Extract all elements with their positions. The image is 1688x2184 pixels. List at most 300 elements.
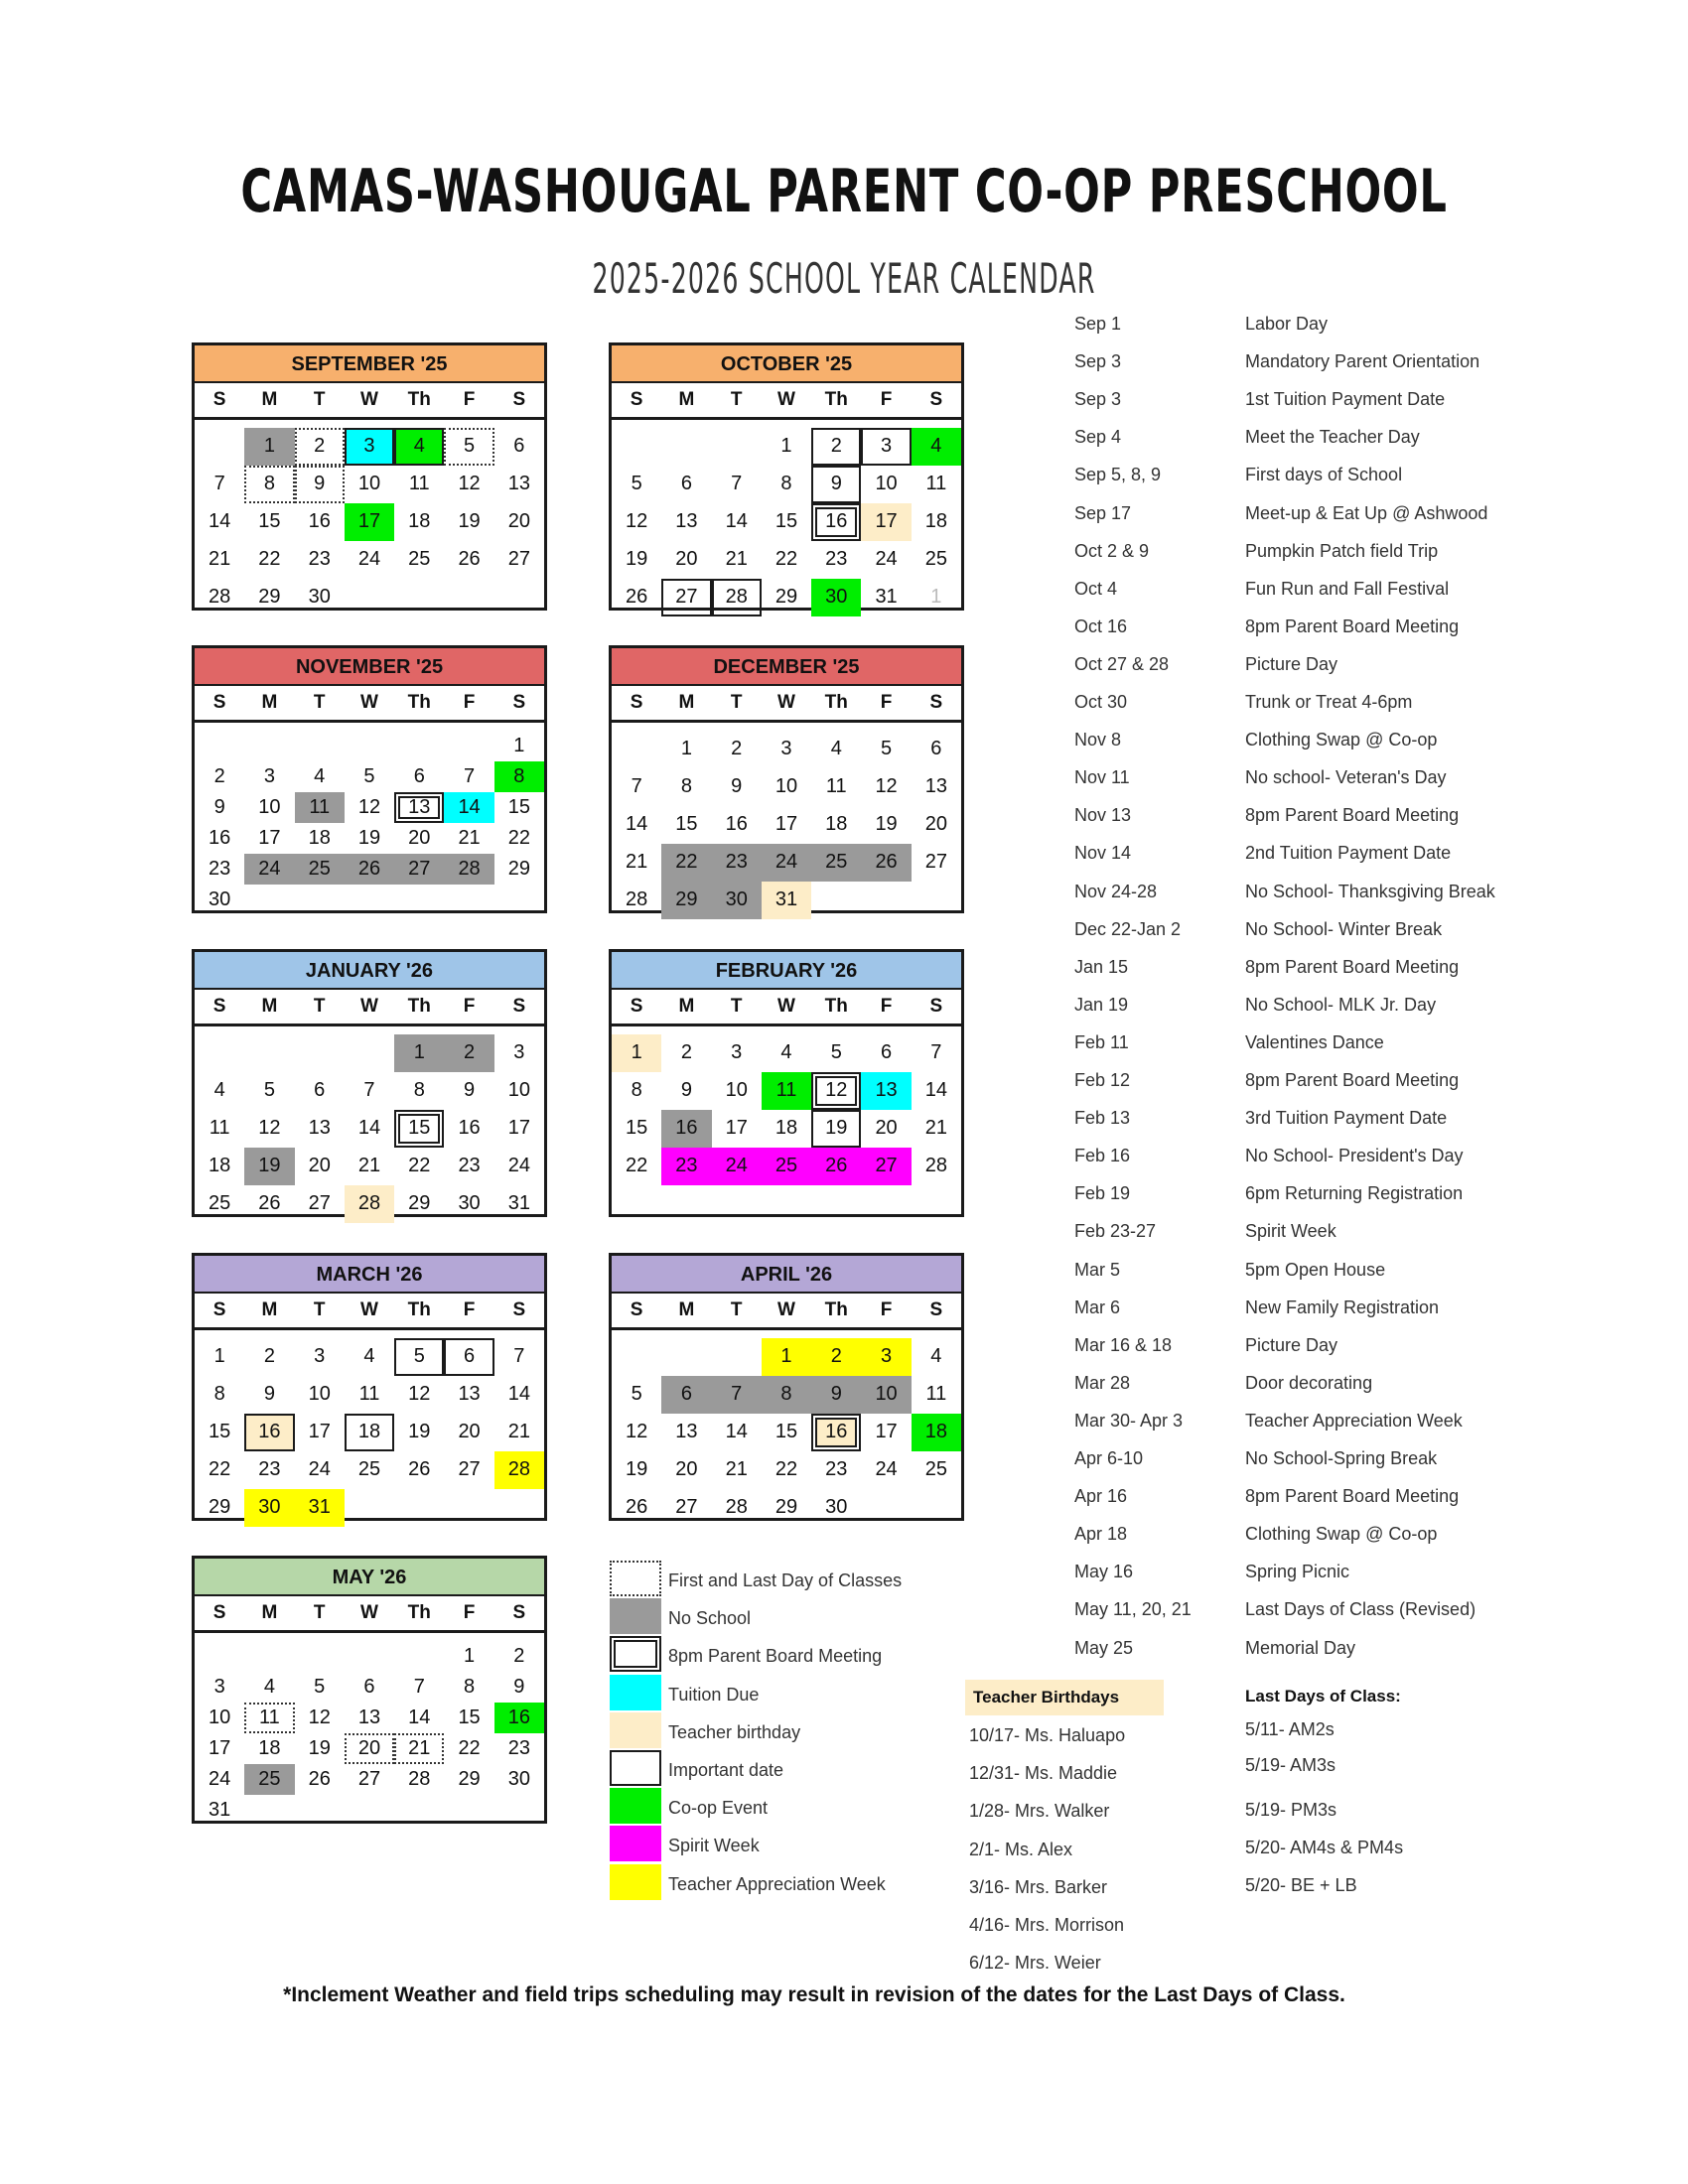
day-cell[interactable]: 19 xyxy=(626,548,648,570)
day-cell[interactable]: 24 xyxy=(244,854,294,885)
day-cell[interactable]: 8 xyxy=(213,1383,225,1405)
day-cell[interactable]: 9 xyxy=(464,1079,476,1101)
day-cell[interactable]: 10 xyxy=(875,473,898,494)
day-cell[interactable]: 27 xyxy=(861,1148,911,1185)
day-cell[interactable]: 25 xyxy=(762,1148,811,1185)
day-cell[interactable]: 13 xyxy=(357,1706,381,1728)
day-cell[interactable]: 18 xyxy=(308,827,331,849)
day-cell[interactable]: 14 xyxy=(209,510,231,532)
page-title: CAMAS-WASHOUGAL PARENT CO-OP PRESCHOOL xyxy=(240,157,1448,226)
day-cell[interactable]: 20 xyxy=(924,813,947,835)
day-cell[interactable]: 5 xyxy=(830,1041,842,1063)
day-cell[interactable]: 16 xyxy=(725,813,748,835)
day-cell[interactable]: 10 xyxy=(357,473,381,494)
day-cell[interactable]: 16 xyxy=(811,503,861,541)
day-cell[interactable]: 5 xyxy=(444,428,493,466)
day-cell[interactable]: 28 xyxy=(209,586,231,608)
day-cell[interactable]: 17 xyxy=(861,503,911,541)
day-cell[interactable]: 12 xyxy=(357,796,381,818)
day-cell[interactable]: 22 xyxy=(408,1155,431,1176)
day-cell[interactable]: 3 xyxy=(263,765,275,787)
day-cell[interactable]: 3 xyxy=(861,1338,911,1376)
day-cell[interactable]: 29 xyxy=(507,858,530,880)
day-cell[interactable]: 11 xyxy=(209,1117,230,1139)
day-cell[interactable]: 21 xyxy=(458,827,481,849)
day-cell[interactable]: 25 xyxy=(209,1192,231,1214)
weekday-label: T xyxy=(730,692,743,713)
day-cell[interactable]: 5 xyxy=(631,473,642,494)
day-cell[interactable]: 30 xyxy=(458,1192,481,1214)
day-cell[interactable]: 8 xyxy=(780,473,792,494)
birthday-item: 4/16- Mrs. Morrison xyxy=(969,1915,1125,1935)
day-cell[interactable]: 18 xyxy=(924,510,947,532)
day-cell[interactable]: 22 xyxy=(458,1737,481,1759)
day-cell[interactable]: 15 xyxy=(209,1421,231,1442)
day-cell[interactable]: 1 xyxy=(612,1034,661,1072)
day-cell[interactable]: 8 xyxy=(464,1676,476,1698)
month-header: MARCH '26 xyxy=(195,1256,544,1294)
day-cell[interactable]: 22 xyxy=(774,1458,798,1480)
day-cell[interactable]: 17 xyxy=(258,827,281,849)
day-cell[interactable]: 25 xyxy=(357,1458,381,1480)
day-cell[interactable]: 15 xyxy=(507,796,530,818)
empty-cell xyxy=(612,731,661,768)
day-cell[interactable]: 19 xyxy=(626,1458,648,1480)
day-cell[interactable]: 6 xyxy=(363,1676,375,1698)
day-cell[interactable]: 26 xyxy=(626,586,648,608)
day-cell[interactable]: 16 xyxy=(209,827,231,849)
day-cell[interactable]: 6 xyxy=(661,1376,711,1414)
day-cell[interactable]: 28 xyxy=(924,1155,947,1176)
day-cell[interactable]: 11 xyxy=(825,775,847,797)
day-cell[interactable]: 7 xyxy=(363,1079,375,1101)
day-cell[interactable]: 29 xyxy=(774,1496,798,1518)
weekday-label: S xyxy=(212,996,226,1017)
day-cell[interactable]: 24 xyxy=(357,548,381,570)
day-cell[interactable]: 13 xyxy=(308,1117,331,1139)
day-cell[interactable]: 1 xyxy=(394,1034,444,1072)
day-cell[interactable]: 15 xyxy=(626,1117,648,1139)
day-cell[interactable]: 16 xyxy=(494,1703,544,1733)
day-cell[interactable]: 6 xyxy=(314,1079,326,1101)
day-cell[interactable]: 23 xyxy=(258,1458,281,1480)
day-cell[interactable]: 19 xyxy=(357,827,381,849)
day-cell[interactable]: 21 xyxy=(924,1117,947,1139)
day-cell[interactable]: 2 xyxy=(444,1034,493,1072)
day-cell[interactable]: 29 xyxy=(458,1768,481,1790)
day-cell[interactable]: 6 xyxy=(680,473,692,494)
day-cell[interactable]: 21 xyxy=(725,548,748,570)
day-cell[interactable]: 4 xyxy=(830,738,842,759)
day-cell[interactable]: 11 xyxy=(762,1072,811,1110)
empty-cell xyxy=(345,731,394,761)
day-cell[interactable]: 21 xyxy=(209,548,231,570)
day-cell[interactable]: 20 xyxy=(507,510,530,532)
day-cell[interactable]: 13 xyxy=(861,1072,911,1110)
day-cell[interactable]: 27 xyxy=(661,579,711,616)
day-cell[interactable]: 2 xyxy=(811,1338,861,1376)
day-cell[interactable]: 24 xyxy=(875,1458,898,1480)
day-cell[interactable]: 15 xyxy=(258,510,281,532)
day-cell[interactable]: 16 xyxy=(308,510,331,532)
day-cell[interactable]: 14 xyxy=(725,1421,748,1442)
day-cell[interactable]: 18 xyxy=(912,1414,961,1451)
day-cell[interactable]: 31 xyxy=(875,586,898,608)
day-cell[interactable]: 21 xyxy=(394,1733,444,1764)
day-cell[interactable]: 24 xyxy=(875,548,898,570)
day-cell[interactable]: 27 xyxy=(507,548,530,570)
day-cell[interactable]: 12 xyxy=(875,775,898,797)
day-cell[interactable]: 11 xyxy=(408,473,430,494)
day-cell[interactable]: 7 xyxy=(930,1041,942,1063)
day-cell[interactable]: 10 xyxy=(507,1079,530,1101)
day-cell[interactable]: 25 xyxy=(811,844,861,882)
weekday-row xyxy=(195,383,544,420)
birthday-item: 3/16- Mrs. Barker xyxy=(969,1876,1108,1897)
day-cell[interactable]: 30 xyxy=(712,882,762,919)
day-cell[interactable]: 16 xyxy=(458,1117,481,1139)
day-cell[interactable]: 25 xyxy=(244,1764,294,1795)
day-cell[interactable]: 26 xyxy=(811,1148,861,1185)
day-cell[interactable]: 4 xyxy=(314,765,326,787)
day-cell[interactable]: 4 xyxy=(213,1079,225,1101)
day-cell[interactable]: 23 xyxy=(308,548,331,570)
day-cell[interactable]: 7 xyxy=(731,473,743,494)
day-cell[interactable]: 30 xyxy=(244,1489,294,1527)
day-cell[interactable]: 9 xyxy=(680,1079,692,1101)
day-cell[interactable]: 7 xyxy=(513,1345,525,1367)
day-cell[interactable]: 1 xyxy=(213,1345,225,1367)
day-cell[interactable]: 1 xyxy=(464,1645,476,1667)
day-cell[interactable]: 29 xyxy=(661,882,711,919)
day-cell[interactable]: 31 xyxy=(295,1489,345,1527)
day-cell[interactable]: 14 xyxy=(408,1706,431,1728)
day-cell[interactable]: 15 xyxy=(458,1706,481,1728)
day-cell[interactable]: 5 xyxy=(631,1383,642,1405)
day-cell[interactable]: 24 xyxy=(762,844,811,882)
day-cell[interactable]: 28 xyxy=(626,888,648,910)
day-cell[interactable]: 15 xyxy=(675,813,698,835)
day-cell[interactable]: 18 xyxy=(345,1414,394,1451)
day-cell[interactable]: 15 xyxy=(774,510,798,532)
day-cell[interactable]: 4 xyxy=(912,428,961,466)
day-cell[interactable]: 26 xyxy=(626,1496,648,1518)
day-cell[interactable]: 5 xyxy=(363,765,375,787)
day-cell[interactable]: 11 xyxy=(925,473,947,494)
day-cell[interactable]: 20 xyxy=(308,1155,331,1176)
day-cell[interactable]: 8 xyxy=(494,761,544,792)
event-date: Feb 16 xyxy=(1074,1146,1131,1166)
day-cell[interactable]: 26 xyxy=(408,1458,431,1480)
day-cell[interactable]: 12 xyxy=(626,1421,648,1442)
day-cell[interactable]: 9 xyxy=(811,1376,861,1414)
day-cell[interactable]: 4 xyxy=(930,1345,942,1367)
day-cell[interactable]: 9 xyxy=(213,796,225,818)
day-cell[interactable]: 23 xyxy=(825,548,848,570)
day-cell[interactable]: 18 xyxy=(825,813,848,835)
day-cell[interactable]: 14 xyxy=(924,1079,947,1101)
day-cell[interactable]: 25 xyxy=(924,548,947,570)
day-cell[interactable]: 29 xyxy=(258,586,281,608)
day-cell[interactable]: 7 xyxy=(464,765,476,787)
day-cell[interactable]: 20 xyxy=(408,827,431,849)
day-cell[interactable]: 16 xyxy=(811,1414,861,1451)
empty-cell xyxy=(295,731,345,761)
day-cell[interactable]: 26 xyxy=(345,854,394,885)
weekday-label: W xyxy=(360,1299,378,1320)
day-cell[interactable]: 27 xyxy=(924,851,947,873)
day-cell[interactable]: 13 xyxy=(924,775,947,797)
day-cell[interactable]: 10 xyxy=(209,1706,231,1728)
day-cell[interactable]: 3 xyxy=(861,428,911,466)
day-cell[interactable]: 3 xyxy=(345,428,394,466)
day-cell[interactable]: 25 xyxy=(924,1458,947,1480)
day-cell[interactable]: 23 xyxy=(825,1458,848,1480)
day-cell[interactable]: 9 xyxy=(295,466,345,503)
day-cell[interactable]: 23 xyxy=(507,1737,530,1759)
day-cell[interactable]: 3 xyxy=(780,738,792,759)
day-cell[interactable]: 6 xyxy=(444,1338,493,1376)
day-cell[interactable]: 29 xyxy=(209,1496,231,1518)
day-cell[interactable]: 17 xyxy=(875,1421,898,1442)
day-cell[interactable]: 26 xyxy=(258,1192,281,1214)
day-cell[interactable]: 16 xyxy=(244,1414,294,1451)
day-cell[interactable]: 25 xyxy=(295,854,345,885)
day-cell[interactable]: 22 xyxy=(507,827,530,849)
day-cell[interactable]: 22 xyxy=(258,548,281,570)
day-cell[interactable]: 28 xyxy=(494,1451,544,1489)
day-cell[interactable]: 17 xyxy=(774,813,798,835)
day-cell[interactable]: 29 xyxy=(408,1192,431,1214)
day-cell[interactable]: 13 xyxy=(458,1383,481,1405)
day-cell[interactable]: 2 xyxy=(811,428,861,466)
day-cell[interactable]: 30 xyxy=(507,1768,530,1790)
day-cell[interactable]: 27 xyxy=(675,1496,698,1518)
day-cell[interactable]: 21 xyxy=(626,851,648,873)
legend-swatch xyxy=(610,1712,661,1748)
day-cell[interactable]: 16 xyxy=(661,1110,711,1148)
day-cell[interactable]: 5 xyxy=(881,738,893,759)
day-cell[interactable]: 20 xyxy=(675,548,698,570)
empty-cell xyxy=(612,1338,661,1376)
day-cell[interactable]: 31 xyxy=(762,882,811,919)
day-cell[interactable]: 14 xyxy=(626,813,648,835)
day-cell[interactable]: 7 xyxy=(631,775,642,797)
day-cell[interactable]: 17 xyxy=(209,1737,231,1759)
day-cell[interactable]: 18 xyxy=(209,1155,231,1176)
day-cell[interactable]: 11 xyxy=(358,1383,380,1405)
day-cell[interactable]: 2 xyxy=(513,1645,525,1667)
day-cell[interactable]: 7 xyxy=(213,473,225,494)
legend-swatch xyxy=(610,1561,661,1596)
day-cell[interactable]: 4 xyxy=(363,1345,375,1367)
day-cell[interactable]: 22 xyxy=(626,1155,648,1176)
day-cell[interactable]: 24 xyxy=(308,1458,331,1480)
day-cell[interactable]: 18 xyxy=(258,1737,281,1759)
day-cell[interactable]: 3 xyxy=(213,1676,225,1698)
day-cell[interactable]: 15 xyxy=(394,1110,444,1148)
day-cell[interactable]: 28 xyxy=(725,1496,748,1518)
day-cell[interactable]: 4 xyxy=(394,428,444,466)
day-cell[interactable]: 21 xyxy=(725,1458,748,1480)
day-cell[interactable]: 27 xyxy=(308,1192,331,1214)
empty-cell xyxy=(661,1338,711,1376)
day-cell[interactable]: 18 xyxy=(774,1117,798,1139)
event-date: Mar 30- Apr 3 xyxy=(1074,1410,1184,1431)
day-cell[interactable]: 31 xyxy=(209,1799,231,1821)
day-cell[interactable]: 11 xyxy=(244,1703,294,1733)
day-cell[interactable]: 6 xyxy=(513,435,525,457)
day-cell[interactable]: 5 xyxy=(263,1079,275,1101)
day-cell[interactable]: 3 xyxy=(513,1041,525,1063)
day-cell[interactable]: 20 xyxy=(458,1421,481,1442)
day-cell[interactable]: 25 xyxy=(408,548,431,570)
day-cell[interactable]: 6 xyxy=(881,1041,893,1063)
day-cell[interactable]: 11 xyxy=(295,792,345,823)
day-cell[interactable]: 27 xyxy=(394,854,444,885)
day-cell[interactable]: 24 xyxy=(507,1155,530,1176)
day-cell[interactable]: 10 xyxy=(725,1079,748,1101)
day-cell[interactable]: 8 xyxy=(413,1079,425,1101)
day-cell[interactable]: 12 xyxy=(258,1117,281,1139)
day-cell[interactable]: 29 xyxy=(774,586,798,608)
day-cell[interactable]: 11 xyxy=(925,1383,947,1405)
day-cell[interactable]: 17 xyxy=(345,503,394,541)
day-cell[interactable]: 19 xyxy=(244,1148,294,1185)
day-cell[interactable]: 2 xyxy=(295,428,345,466)
day-cell[interactable]: 14 xyxy=(725,510,748,532)
day-cell[interactable]: 28 xyxy=(345,1185,394,1223)
day-cell[interactable]: 18 xyxy=(408,510,431,532)
event-row xyxy=(1074,1146,1670,1183)
day-cell[interactable]: 14 xyxy=(444,792,493,823)
day-cell[interactable]: 8 xyxy=(244,466,294,503)
day-cell[interactable]: 10 xyxy=(774,775,798,797)
day-cell[interactable]: 13 xyxy=(675,1421,698,1442)
day-cell[interactable]: 7 xyxy=(712,1376,762,1414)
day-cell[interactable]: 20 xyxy=(345,1733,394,1764)
day-cell[interactable]: 19 xyxy=(308,1737,331,1759)
day-cell[interactable]: 23 xyxy=(458,1155,481,1176)
day-cell[interactable]: 19 xyxy=(875,813,898,835)
day-cell[interactable]: 8 xyxy=(762,1376,811,1414)
day-cell[interactable]: 28 xyxy=(712,579,762,616)
day-cell[interactable]: 12 xyxy=(308,1706,331,1728)
event-text: 8pm Parent Board Meeting xyxy=(1245,1070,1460,1090)
day-cell[interactable]: 23 xyxy=(209,858,231,880)
day-cell[interactable]: 27 xyxy=(357,1768,381,1790)
day-cell[interactable]: 26 xyxy=(861,844,911,882)
day-cell[interactable]: 9 xyxy=(263,1383,275,1405)
day-cell[interactable]: 26 xyxy=(458,548,481,570)
day-cell[interactable]: 30 xyxy=(811,579,861,616)
day-cell[interactable]: 19 xyxy=(811,1110,861,1148)
day-cell[interactable]: 30 xyxy=(209,888,231,910)
day-cell[interactable]: 6 xyxy=(413,765,425,787)
day-cell[interactable]: 2 xyxy=(731,738,743,759)
day-cell[interactable]: 7 xyxy=(413,1676,425,1698)
day-cell[interactable]: 4 xyxy=(263,1676,275,1698)
day-cell[interactable]: 8 xyxy=(680,775,692,797)
day-cell[interactable]: 1 xyxy=(762,1338,811,1376)
day-cell[interactable]: 17 xyxy=(507,1117,530,1139)
day-cell[interactable]: 30 xyxy=(308,586,331,608)
day-cell[interactable]: 12 xyxy=(811,1072,861,1110)
day-cell[interactable]: 10 xyxy=(308,1383,331,1405)
day-cell[interactable]: 28 xyxy=(408,1768,431,1790)
day-cell[interactable]: 24 xyxy=(712,1148,762,1185)
day-cell[interactable]: 23 xyxy=(712,844,762,882)
day-cell[interactable]: 4 xyxy=(780,1041,792,1063)
day-cell[interactable]: 10 xyxy=(258,796,281,818)
day-cell[interactable]: 22 xyxy=(774,548,798,570)
day-cell[interactable]: 5 xyxy=(394,1338,444,1376)
day-cell[interactable]: 22 xyxy=(209,1458,231,1480)
day-cell[interactable]: 17 xyxy=(308,1421,331,1442)
day-cell[interactable]: 12 xyxy=(458,473,481,494)
empty-cell xyxy=(244,1641,294,1672)
day-cell[interactable]: 17 xyxy=(725,1117,748,1139)
day-cell[interactable]: 2 xyxy=(680,1041,692,1063)
day-cell[interactable]: 3 xyxy=(314,1345,326,1367)
day-cell[interactable]: 13 xyxy=(394,792,444,823)
day-cell[interactable]: 15 xyxy=(774,1421,798,1442)
day-cell[interactable]: 5 xyxy=(314,1676,326,1698)
day-cell[interactable]: 30 xyxy=(825,1496,848,1518)
day-cell[interactable]: 13 xyxy=(675,510,698,532)
day-grid xyxy=(195,420,544,616)
day-cell[interactable]: 14 xyxy=(357,1117,381,1139)
event-date: Sep 4 xyxy=(1074,427,1122,448)
weekday-label: Th xyxy=(824,1299,848,1320)
day-cell[interactable]: 6 xyxy=(930,738,942,759)
day-cell[interactable]: 19 xyxy=(458,510,481,532)
day-cell[interactable]: 8 xyxy=(631,1079,642,1101)
day-cell[interactable]: 20 xyxy=(875,1117,898,1139)
day-cell[interactable]: 27 xyxy=(458,1458,481,1480)
event-text: No School- President's Day xyxy=(1245,1146,1464,1166)
event-date: Jan 15 xyxy=(1074,956,1129,977)
day-cell[interactable]: 1 xyxy=(780,435,792,457)
event-date: Feb 23-27 xyxy=(1074,1221,1157,1242)
day-cell[interactable]: 14 xyxy=(507,1383,530,1405)
day-cell[interactable]: 1 xyxy=(244,428,294,466)
day-cell[interactable]: 10 xyxy=(861,1376,911,1414)
day-cell[interactable]: 9 xyxy=(513,1676,525,1698)
day-cell[interactable]: 9 xyxy=(811,466,861,503)
day-cell[interactable]: 19 xyxy=(408,1421,431,1442)
day-cell[interactable]: 3 xyxy=(731,1041,743,1063)
day-cell[interactable]: 12 xyxy=(626,510,648,532)
day-cell[interactable]: 23 xyxy=(661,1148,711,1185)
day-cell[interactable]: 24 xyxy=(209,1768,231,1790)
day-cell[interactable]: 2 xyxy=(263,1345,275,1367)
day-cell[interactable]: 21 xyxy=(507,1421,530,1442)
day-cell[interactable]: 12 xyxy=(408,1383,431,1405)
day-cell[interactable]: 26 xyxy=(308,1768,331,1790)
day-cell[interactable]: 20 xyxy=(675,1458,698,1480)
day-cell[interactable]: 13 xyxy=(507,473,530,494)
day-cell[interactable]: 1 xyxy=(680,738,692,759)
day-cell[interactable]: 1 xyxy=(513,735,525,756)
day-cell[interactable]: 31 xyxy=(507,1192,530,1214)
weekday-label: M xyxy=(261,389,278,410)
day-cell[interactable]: 22 xyxy=(661,844,711,882)
day-cell[interactable]: 21 xyxy=(357,1155,381,1176)
day-cell[interactable]: 9 xyxy=(731,775,743,797)
day-cell[interactable]: 28 xyxy=(444,854,493,885)
day-cell[interactable]: 2 xyxy=(213,765,225,787)
